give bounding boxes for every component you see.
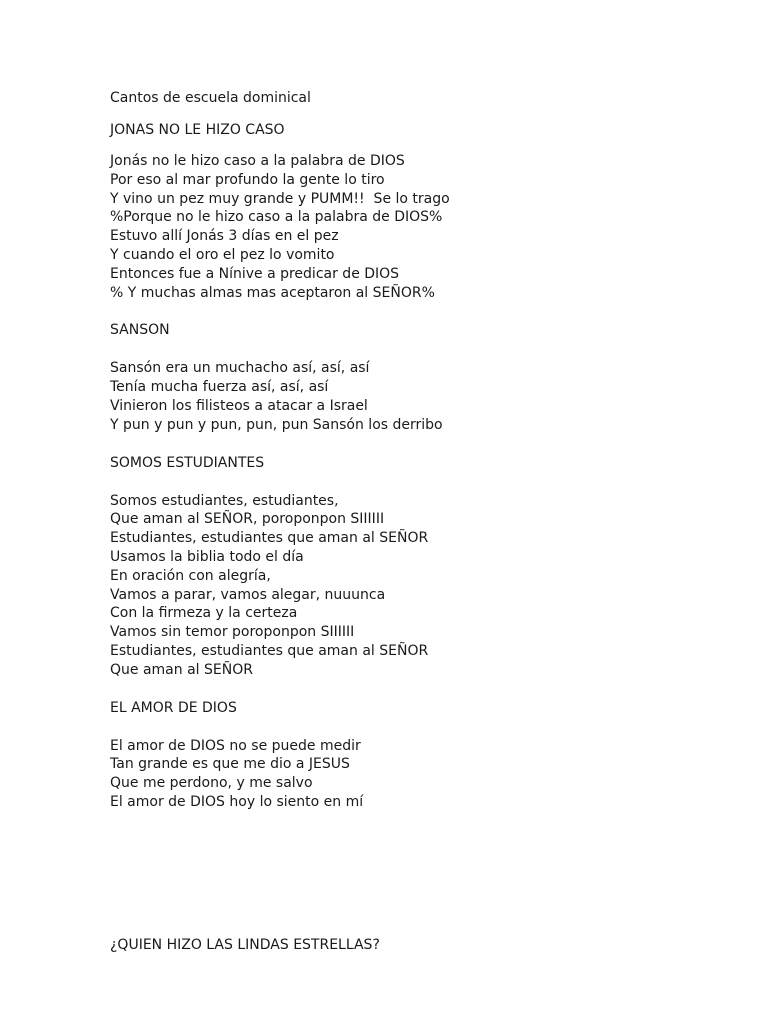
spacer	[110, 473, 730, 492]
lyric-line: Que aman al SEÑOR, poroponpon SIIIIII	[110, 511, 385, 528]
song-title-el-amor-de-dios: EL AMOR DE DIOS	[110, 699, 237, 716]
lyric-line: Con la firmeza y la certeza	[110, 605, 298, 622]
lyric-line: Somos estudiantes, estudiantes,	[110, 492, 339, 509]
lyric-line: Y pun y pun y pun, pun, pun Sansón los derribo	[110, 416, 443, 433]
lyric-line: En oración con alegría,	[110, 567, 271, 584]
lyric-line: Tan grande es que me dio a JESUS	[110, 756, 350, 773]
lyric-line: Estudiantes, estudiantes que aman al SEÑOR	[110, 642, 429, 659]
spacer	[110, 140, 730, 152]
lyric-line: Estudiantes, estudiantes que aman al SEÑOR	[110, 530, 429, 547]
lyric-line: Entonces fue a Nínive a predicar de DIOS	[110, 265, 400, 282]
lyric-line: Y vino un pez muy grande y PUMM!! Se lo trago	[110, 190, 450, 207]
lyric-line: Jonás no le hizo caso a la palabra de DIOS	[110, 153, 405, 169]
lyric-line: Y cuando el oro el pez lo vomito	[110, 246, 335, 263]
lyric-line: El amor de DIOS hoy lo siento en mí	[110, 793, 364, 810]
lyric-line: %Porque no le hizo caso a la palabra de DIOS%	[110, 209, 443, 226]
lyric-line: Que aman al SEÑOR	[110, 661, 253, 678]
song-title-quien-hizo-las-lindas-estrellas: ¿QUIEN HIZO LAS LINDAS ESTRELLAS?	[110, 936, 380, 953]
lyric-line: % Y muchas almas mas aceptaron al SEÑOR%	[110, 284, 435, 301]
song-title-sanson: SANSON	[110, 322, 170, 339]
lyric-line: El amor de DIOS no se puede medir	[110, 737, 361, 754]
song-lyrics-somos-estudiantes	[110, 492, 730, 680]
song-title-jonas: JONAS NO LE HIZO CASO	[110, 122, 285, 138]
lyric-line: Tenía mucha fuerza así, así, así	[110, 379, 329, 396]
spacer	[110, 680, 730, 699]
song-lyrics-el-amor-de-dios	[110, 737, 730, 812]
lyric-line: Vamos a parar, vamos alegar, nuuunca	[110, 586, 386, 603]
lyric-line: Sansón era un muchacho así, así, así	[110, 360, 370, 377]
lyric-line: Estuvo allí Jonás 3 días en el pez	[110, 228, 339, 245]
lyric-line: Vamos sin temor poroponpon SIIIIII	[110, 624, 355, 641]
lyric-line: Vinieron los filisteos a atacar a Israel	[110, 397, 368, 414]
spacer	[110, 340, 730, 359]
spacer	[110, 718, 730, 737]
spacer	[110, 302, 730, 321]
song-lyrics-sanson	[110, 359, 730, 434]
lyric-line: Usamos la biblia todo el día	[110, 548, 304, 565]
document-title: Cantos de escuela dominical	[110, 90, 311, 106]
song-title-somos-estudiantes: SOMOS ESTUDIANTES	[110, 454, 265, 471]
lyric-line: Que me perdono, y me salvo	[110, 775, 313, 792]
spacer	[110, 435, 730, 454]
song-lyrics-jonas	[110, 152, 730, 302]
lyric-line: Por eso al mar profundo la gente lo tiro	[110, 171, 385, 188]
spacer	[110, 812, 730, 936]
document-page	[110, 89, 730, 955]
